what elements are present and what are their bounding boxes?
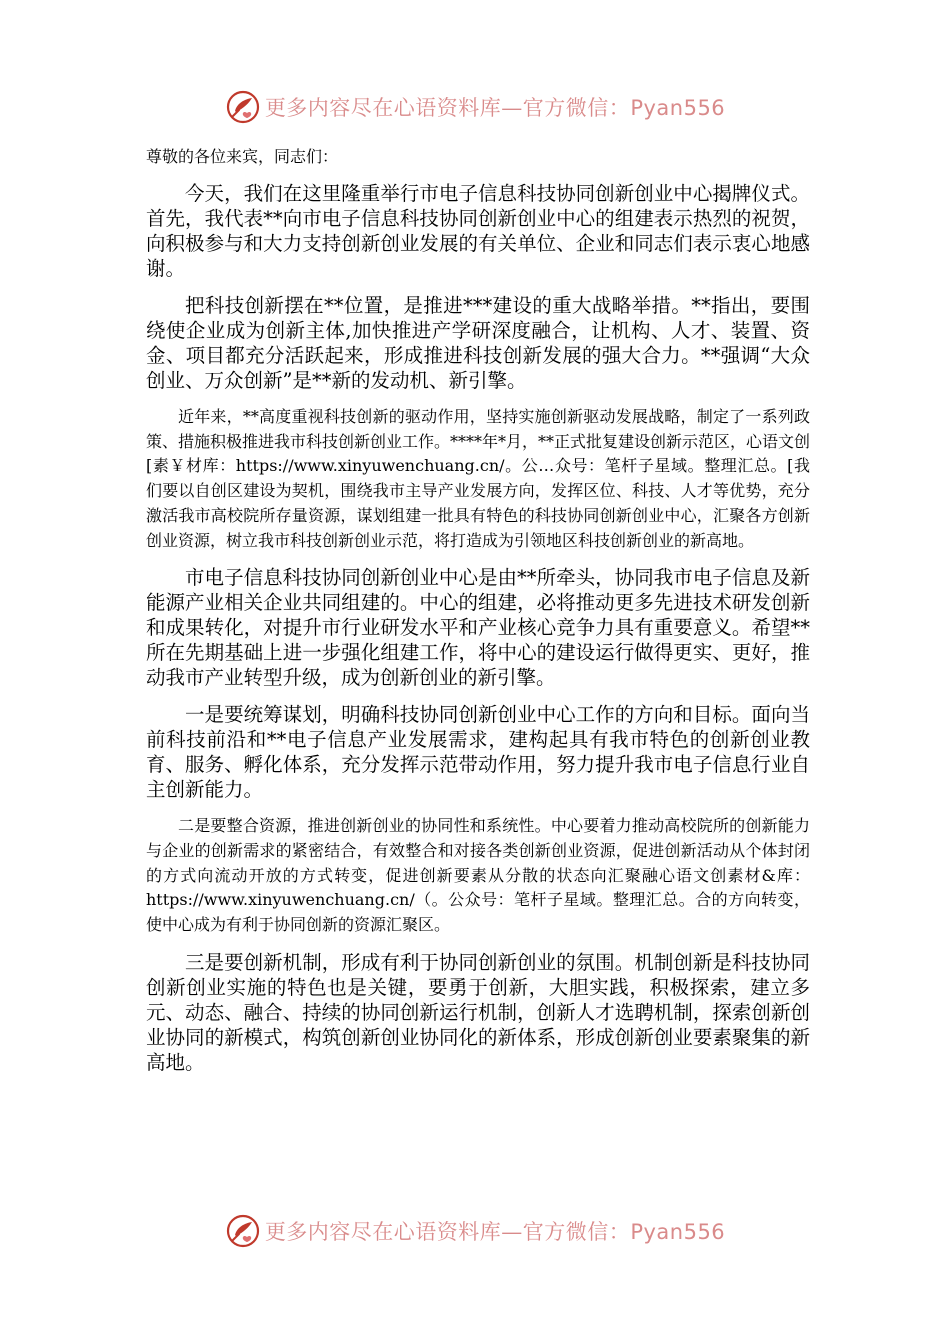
banner-text: 更多内容尽在心语资料库—官方微信：Pyan556 <box>264 1220 726 1244</box>
footer-banner <box>0 1206 950 1256</box>
banner-text: 更多内容尽在心语资料库—官方微信：Pyan556 <box>264 96 726 120</box>
document-body <box>146 144 810 1087</box>
banner-wechat-id: Pyan556 <box>630 1220 726 1244</box>
pen-heart-logo-icon <box>225 1213 261 1249</box>
pen-heart-logo-icon <box>225 89 261 125</box>
paragraph-2: 把科技创新摆在**位置，是推进***建设的重大战略举措。**指出，要围绕使企业成为创新主体,加快推进产学研深度融合，让机构、人才、装置、资金、项目都充分活跃起来，形成推进科技创新发展的强大合力。**强调“大众创业、万众创新”是**新的发动机、新引擎。 <box>146 294 810 392</box>
paragraph-3: 近年来，**高度重视科技创新的驱动作用，坚持实施创新驱动发展战略，制定了一系列政策、措施积极推进我市科技创新创业工作。****年*月，**正式批复建设创新示范区，心语文创[素￥材库：https://www.xinyuwenchuang.cn/。公…众号：笔杆子星域。整理汇总。[我们要以自创区建设为契机，围绕我市主导产业发展方向，发挥区位、科技、人才等优势，充分激活我市高校院所存量资源，谋划组建一批具有特色的科技协同创新创业中心，汇聚各方创新创业资源，树立我市科技创新创业示范，将打造成为引领地区科技创新创业的新高地。 <box>146 407 811 550</box>
banner-wechat-id: Pyan556 <box>630 96 726 120</box>
header-banner <box>0 82 950 132</box>
greeting: 尊敬的各位来宾，同志们： <box>146 147 339 166</box>
paragraph-7: 三是要创新机制，形成有利于协同创新创业的氛围。机制创新是科技协同创新创业实施的特色也是关键，要勇于创新，大胆实践，积极探索，建立多元、动态、融合、持续的协同创新运行机制，创新人才选聘机制，探索创新创业协同的新模式，构筑创新创业协同化的新体系，形成创新创业要素聚集的新高地。 <box>146 950 810 1074</box>
paragraph-6: 二是要整合资源，推进创新创业的协同性和系统性。中心要着力推动高校院所的创新能力与企业的创新需求的紧密结合，有效整合和对接各类创新创业资源，促进创新活动从个体封闭的方式向流动开放的方式转变，促进创新要素从分散的状态向汇聚融心语文创素材&库：https://www.xinyuwenchuang.cn/（。公众号：笔杆子星域。整理汇总。合的方向转变，使中心成为有利于协同创新的资源汇聚区。 <box>146 816 810 935</box>
paragraph-1: 今天，我们在这里隆重举行市电子信息科技协同创新创业中心揭牌仪式。首先，我代表**向市电子信息科技协同创新创业中心的组建表示热烈的祝贺，向积极参与和大力支持创新创业发展的有关单位、企业和同志们表示衷心地感谢。 <box>146 182 810 280</box>
paragraph-4: 市电子信息科技协同创新创业中心是由**所牵头，协同我市电子信息及新能源产业相关企业共同组建的。中心的组建，必将推动更多先进技术研发创新和成果转化，对提升市行业研发水平和产业核心竞争力具有重要意义。希望**所在先期基础上进一步强化组建工作，将中心的建设运行做得更实、更好，推动我市产业转型升级，成为创新创业的新引擎。 <box>146 566 810 690</box>
paragraph-5: 一是要统筹谋划，明确科技协同创新创业中心工作的方向和目标。面向当前科技前沿和**电子信息产业发展需求，建构起具有我市特色的创新创业教育、服务、孵化体系，充分发挥示范带动作用，努力提升我市电子信息行业自主创新能力。 <box>146 703 810 802</box>
